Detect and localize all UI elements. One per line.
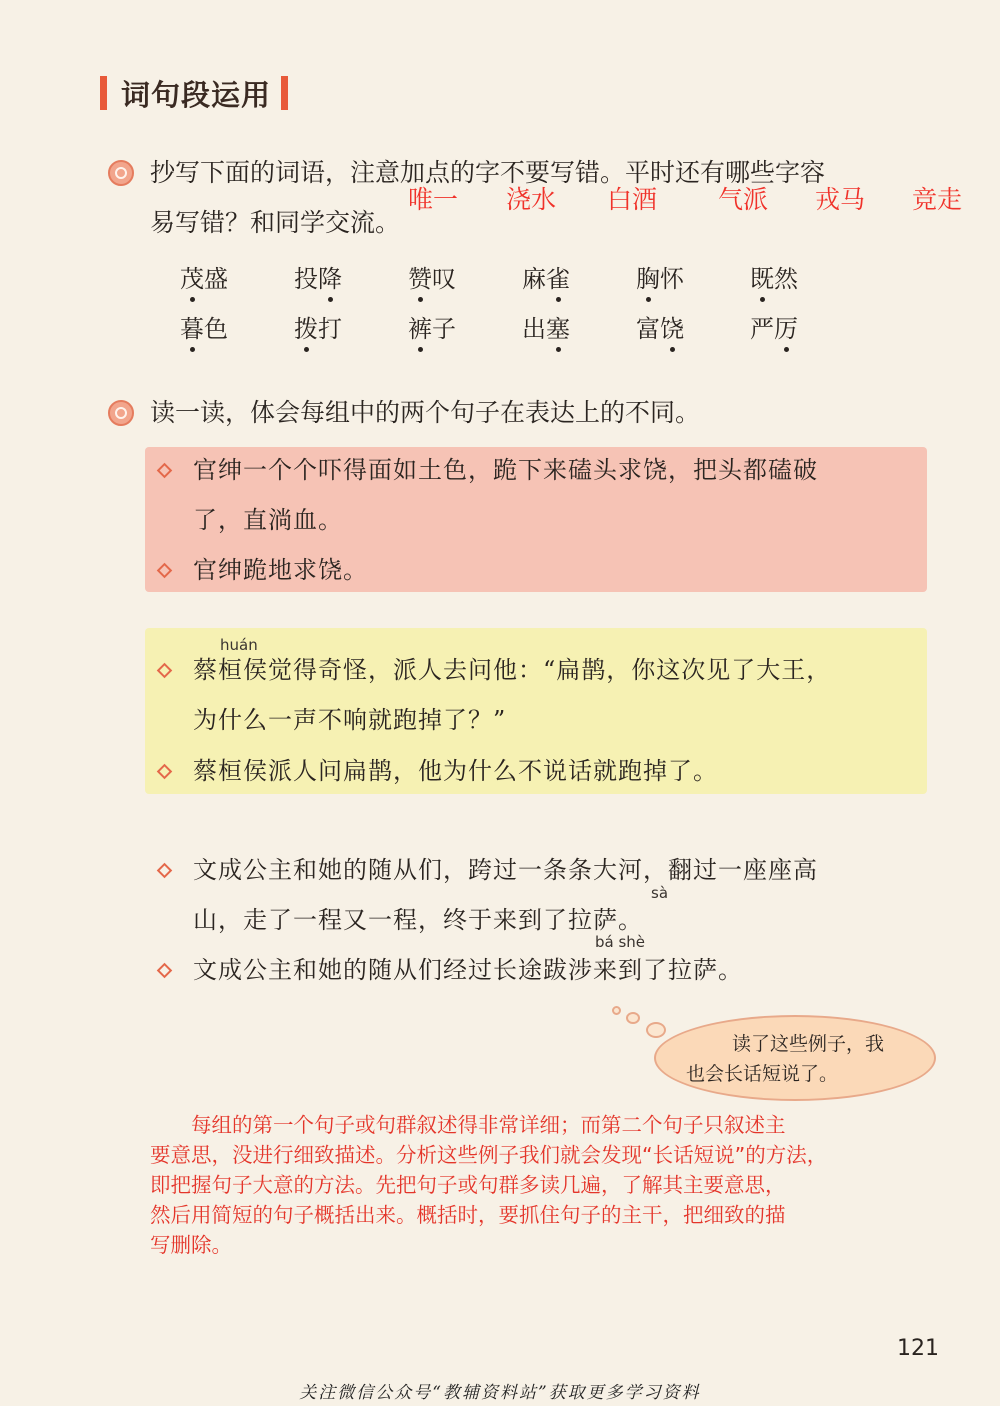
- word-item: 既然: [750, 262, 864, 296]
- page-number: 121: [897, 1336, 939, 1361]
- handwritten-annotation: 唯一: [408, 185, 459, 214]
- handwritten-annotation: 戎马: [815, 185, 866, 214]
- summary-note-line: 每组的第一个句子或句群叙述得非常详细；而第二个句子只叙述主: [150, 1113, 786, 1137]
- word-item: 裤子: [408, 312, 522, 346]
- title-bar-left: [100, 76, 107, 110]
- question-1-line-2: 易写错？和同学交流。: [150, 208, 401, 237]
- bubble-line-2: 也会长话短说了。: [686, 1063, 839, 1085]
- bubble-tail-dot: [626, 1012, 640, 1024]
- question-bullet-icon: [108, 160, 134, 186]
- handwritten-annotation: 竞走: [912, 185, 963, 214]
- word-item: 出塞: [522, 312, 636, 346]
- pinyin-ba-she: bá shè: [595, 933, 646, 951]
- summary-note-line: 写删除。: [150, 1233, 232, 1257]
- question-2-text: 读一读，体会每组中的两个句子在表达上的不同。: [150, 398, 701, 427]
- group-3-sentence-1-line-1: 文成公主和她的随从们，跨过一条条大河，翻过一座座高: [193, 856, 818, 884]
- summary-note-line: 然后用简短的句子概括出来。概括时，要抓住句子的主干，把细致的描: [150, 1203, 786, 1227]
- diamond-bullet-icon: [157, 463, 173, 479]
- group-2-sentence-1-line-2: 为什么一声不响就跑掉了？”: [193, 706, 507, 734]
- pinyin-sa: sà: [651, 884, 669, 902]
- title-bar-right: [281, 76, 288, 110]
- group-1-sentence-2: 官绅跪地求饶。: [193, 556, 368, 584]
- handwritten-annotation: 浇水: [506, 185, 557, 214]
- sentence-group-2: [145, 628, 927, 794]
- question-1-line-1: 抄写下面的词语，注意加点的字不要写错。平时还有哪些字容: [150, 158, 826, 187]
- word-item: 富饶: [636, 312, 750, 346]
- summary-note: [150, 1110, 920, 1260]
- diamond-bullet-icon: [157, 963, 173, 979]
- section-title-text: 词句段运用: [121, 77, 272, 112]
- section-title: [100, 72, 288, 114]
- sentence-group-1: [145, 447, 927, 592]
- word-item: 投降: [294, 262, 408, 296]
- diamond-bullet-icon: [157, 863, 173, 879]
- bubble-line-1: 读了这些例子，我: [732, 1033, 885, 1055]
- word-item: 暮色: [180, 312, 294, 346]
- handwritten-annotation: 气派: [718, 185, 769, 214]
- footer-watermark-text: 关注微信公众号“教辅资料站”获取更多学习资料: [299, 1383, 701, 1403]
- word-item: 茂盛: [180, 262, 294, 296]
- word-list: [180, 262, 880, 346]
- group-2-sentence-2: 蔡桓侯派人问扁鹊，他为什么不说话就跑掉了。: [193, 757, 718, 785]
- pinyin-huan: huán: [220, 636, 258, 654]
- group-3-sentence-2: 文成公主和她的随从们经过长途跋涉来到了拉萨。: [193, 956, 743, 984]
- summary-note-line: 要意思，没进行细致描述。分析这些例子我们就会发现“长话短说”的方法，: [150, 1143, 828, 1167]
- group-1-sentence-1-line-2: 了，直淌血。: [193, 506, 343, 534]
- word-item: 麻雀: [522, 262, 636, 296]
- bubble-tail-dot: [612, 1006, 621, 1015]
- word-item: 严厉: [750, 312, 864, 346]
- bubble-tail-dot: [646, 1022, 666, 1038]
- group-2-sentence-1-line-1: 蔡桓侯觉得奇怪，派人去问他：“扁鹊，你这次见了大王，: [193, 656, 832, 684]
- group-1-sentence-1-line-1: 官绅一个个吓得面如土色，跪下来磕头求饶，把头都磕破: [193, 456, 818, 484]
- summary-note-line: 即把握句子大意的方法。先把句子或句群多读几遍，了解其主要意思，: [150, 1173, 786, 1197]
- question-bullet-icon: [108, 400, 134, 426]
- diamond-bullet-icon: [157, 764, 173, 780]
- word-item: 胸怀: [636, 262, 750, 296]
- diamond-bullet-icon: [157, 563, 173, 579]
- word-item: 赞叹: [408, 262, 522, 296]
- thought-bubble: [654, 1015, 936, 1101]
- sentence-group-3: [145, 838, 927, 998]
- group-3-sentence-1-line-2: 山，走了一程又一程，终于来到了拉萨。: [193, 906, 643, 934]
- handwritten-annotation: 白酒: [607, 185, 658, 214]
- diamond-bullet-icon: [157, 663, 173, 679]
- word-item: 拨打: [294, 312, 408, 346]
